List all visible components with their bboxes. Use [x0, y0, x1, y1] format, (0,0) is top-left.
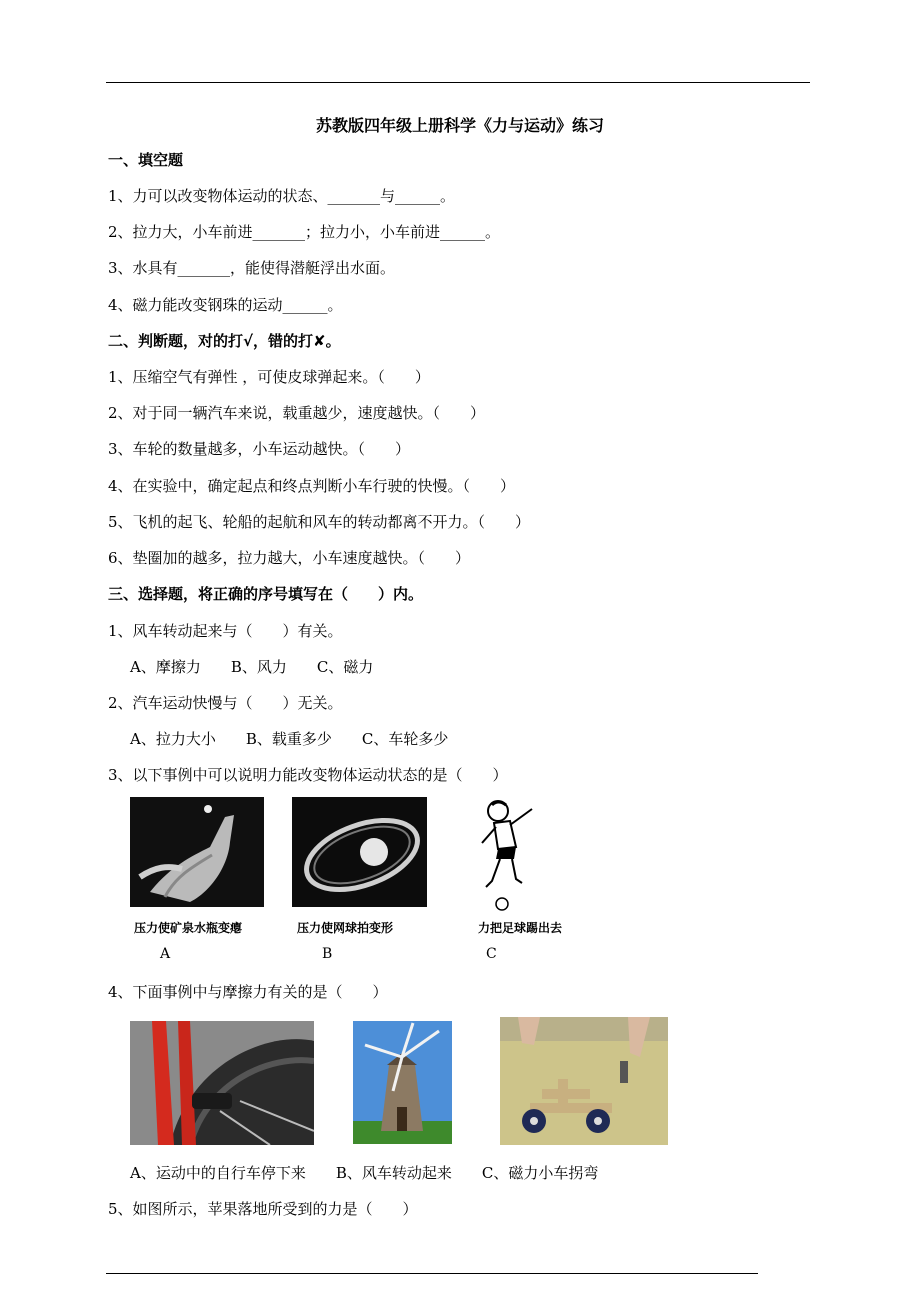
judge-question-1: 1、压缩空气有弹性 ，可使皮球弹起来。（ ） — [108, 368, 430, 386]
choice-question-3: 3、以下事例中可以说明力能改变物体运动状态的是（ ） — [108, 766, 508, 784]
bicycle-brake-photo — [130, 1021, 314, 1145]
bottle-squeeze-image — [130, 797, 264, 907]
fill-question-3: 3、水具有_______，能使得潜艇浮出水面。 — [108, 259, 396, 277]
image-a-letter: A — [160, 946, 171, 962]
magnet-car-photo — [500, 1017, 668, 1145]
top-rule — [106, 82, 810, 83]
choice-question-4: 4、下面事例中与摩擦力有关的是（ ） — [108, 983, 388, 1001]
section2-heading: 二、判断题，对的打√，错的打✘。 — [108, 332, 341, 350]
bottom-rule — [106, 1273, 758, 1274]
choice-question-1-options: A、摩擦力 B、风力 C、磁力 — [130, 658, 374, 676]
choice-question-2: 2、汽车运动快慢与（ ）无关。 — [108, 694, 343, 712]
fill-question-1: 1、力可以改变物体运动的状态、_______与______。 — [108, 187, 456, 205]
kick-football-image — [470, 795, 550, 913]
judge-question-6: 6、垫圈加的越多，拉力越大，小车速度越快。（ ） — [108, 549, 471, 567]
section1-heading: 一、填空题 — [108, 151, 184, 169]
image-c-caption: 力把足球踢出去 — [478, 921, 563, 935]
judge-question-5: 5、飞机的起飞、轮船的起航和风车的转动都离不开力。（ ） — [108, 513, 531, 531]
choice-question-2-options: A、拉力大小 B、载重多少 C、车轮多少 — [130, 730, 449, 748]
windmill-photo — [353, 1021, 452, 1144]
fill-question-2: 2、拉力大，小车前进_______；拉力小，小车前进______。 — [108, 223, 501, 241]
racket-ball-image — [292, 797, 427, 907]
judge-question-2: 2、对于同一辆汽车来说，载重越少，速度越快。（ ） — [108, 404, 486, 422]
image-c-letter: C — [486, 946, 497, 962]
image-a-caption: 压力使矿泉水瓶变瘪 — [134, 921, 243, 935]
choice-question-1: 1、风车转动起来与（ ）有关。 — [108, 622, 343, 640]
page-title: 苏教版四年级上册科学《力与运动》练习 — [315, 116, 604, 135]
choice-question-4-options: A、运动中的自行车停下来 B、风车转动起来 C、磁力小车拐弯 — [130, 1164, 599, 1182]
judge-question-4: 4、在实验中，确定起点和终点判断小车行驶的快慢。（ ） — [108, 477, 516, 495]
image-b-letter: B — [322, 946, 333, 962]
section3-heading: 三、选择题，将正确的序号填写在（ ）内。 — [108, 585, 424, 603]
image-b-caption: 压力使网球拍变形 — [297, 921, 394, 935]
fill-question-4: 4、磁力能改变钢珠的运动______。 — [108, 296, 343, 314]
judge-question-3: 3、车轮的数量越多，小车运动越快。（ ） — [108, 440, 411, 458]
choice-question-5: 5、如图所示，苹果落地所受到的力是（ ） — [108, 1200, 418, 1218]
